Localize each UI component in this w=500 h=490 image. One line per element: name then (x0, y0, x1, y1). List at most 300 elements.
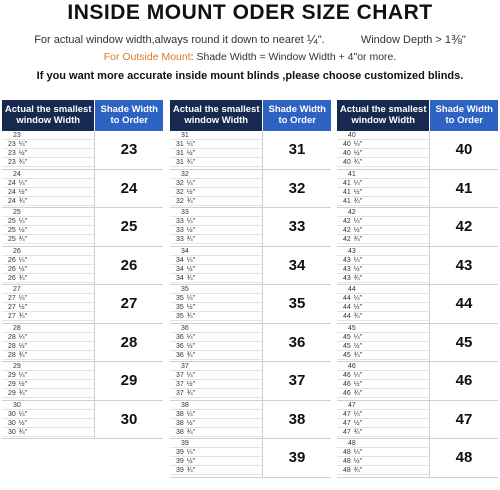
window-width-number: 34 (176, 256, 184, 264)
window-width-whole: 42 (337, 208, 429, 217)
window-width-number: 39 (176, 449, 184, 456)
shade-width-value: 26 (120, 256, 138, 274)
window-width-fraction (337, 140, 429, 149)
fraction-value: ½" (18, 342, 28, 350)
window-width-number: 41 (343, 197, 351, 205)
window-width-whole: 31 (170, 131, 262, 140)
window-width-number: 42 (343, 218, 351, 225)
fraction-value: ½" (186, 188, 196, 196)
window-width-number: 28 (8, 342, 16, 350)
window-width-number: 40 (343, 150, 351, 157)
window-width-range (337, 285, 430, 323)
shade-width-value: 32 (288, 179, 306, 197)
size-row (170, 285, 331, 324)
window-width-range (337, 401, 430, 439)
window-width-whole: 27 (2, 285, 94, 294)
window-width-number: 31 (176, 150, 184, 157)
fraction-value: ½" (186, 419, 196, 427)
fraction-value: ¾" (18, 274, 28, 282)
window-width-fraction (170, 217, 262, 226)
fraction-value: ½" (353, 227, 363, 234)
window-width-range (170, 208, 263, 246)
window-width-fraction (170, 158, 262, 167)
window-width-fraction (170, 380, 262, 389)
fraction-value: ½" (18, 419, 28, 427)
fraction-value: ½" (186, 458, 196, 465)
window-width-number: 32 (176, 197, 184, 205)
header-shade-width: Shade Width to Order (95, 100, 163, 131)
fraction-value: ¾" (353, 467, 363, 474)
window-width-fraction (337, 448, 429, 457)
fraction-value: ½" (18, 381, 28, 388)
window-width-number: 33 (176, 227, 184, 234)
size-row (170, 324, 331, 363)
window-width-number: 48 (343, 458, 351, 465)
fraction-value: ¼" (353, 179, 363, 187)
window-width-fraction (2, 226, 94, 235)
window-width-whole: 32 (170, 170, 262, 179)
window-width-fraction (2, 158, 94, 167)
window-width-number: 27 (8, 295, 16, 302)
window-width-range (337, 362, 430, 400)
window-width-fraction (337, 419, 429, 428)
depth-unit: " (461, 34, 466, 46)
window-width-number: 47 (343, 428, 351, 436)
window-width-fraction (2, 410, 94, 419)
window-width-fraction (337, 371, 429, 380)
window-width-fraction (2, 149, 94, 158)
window-width-number: 31 (176, 159, 184, 166)
window-width-range (337, 208, 430, 246)
shade-width-value: 36 (288, 333, 306, 351)
fraction-value: ¼" (186, 179, 196, 187)
window-width-number: 48 (343, 467, 351, 474)
fraction-value: ¼" (18, 333, 28, 341)
fraction-value: ¾" (18, 428, 28, 436)
fraction-value: ½" (186, 304, 196, 311)
window-width-whole: 46 (337, 362, 429, 371)
fraction-value: ½" (353, 150, 363, 157)
window-width-number: 35 (176, 304, 184, 311)
window-width-number: 37 (176, 390, 184, 397)
window-width-range (337, 170, 430, 208)
window-width-whole: 41 (337, 170, 429, 179)
size-row (2, 401, 163, 440)
window-width-number: 37 (176, 381, 184, 388)
window-width-number: 26 (8, 265, 16, 273)
window-width-number: 37 (176, 372, 184, 379)
shade-width-value: 43 (455, 256, 473, 274)
window-width-number: 42 (343, 236, 351, 243)
window-width-number: 46 (343, 390, 351, 397)
fraction-value: ½" (186, 227, 196, 234)
fraction-value: ¾" (353, 390, 363, 397)
shade-width-value: 34 (288, 256, 306, 274)
window-width-whole: 47 (337, 401, 429, 410)
window-width-number: 24 (8, 188, 16, 196)
fraction-value: ¾" (186, 159, 196, 166)
window-width-number: 24 (8, 179, 16, 187)
window-width-number: 23 (8, 159, 16, 166)
window-width-number: 47 (343, 419, 351, 427)
window-width-whole: 24 (2, 170, 94, 179)
window-width-fraction (337, 226, 429, 235)
window-width-number: 29 (8, 372, 16, 379)
window-width-fraction (2, 274, 94, 283)
window-width-number: 32 (176, 179, 184, 187)
window-width-range (2, 285, 95, 323)
shade-width-value: 44 (455, 295, 473, 313)
outside-mount-note (0, 50, 500, 64)
rounding-unit: ". (317, 34, 325, 46)
shade-width-value: 24 (120, 179, 138, 197)
window-width-fraction (170, 294, 262, 303)
window-width-number: 25 (8, 236, 16, 243)
window-width-number: 44 (343, 313, 351, 320)
window-width-number: 44 (343, 295, 351, 302)
size-row (337, 401, 498, 440)
window-width-number: 26 (8, 274, 16, 282)
size-row (2, 170, 163, 209)
custom-note: If you want more accurate inside mount blinds ,please choose customized blinds. (36, 70, 464, 82)
fraction-value: ¾" (18, 197, 28, 205)
window-width-number: 35 (176, 295, 184, 302)
shade-width-value: 45 (455, 333, 473, 351)
fraction-value: ¼" (353, 410, 363, 418)
fraction-value: ½" (18, 150, 28, 157)
shade-width-value: 31 (288, 141, 306, 159)
fraction-value: ¾" (353, 236, 363, 243)
fraction-value: ¾" (18, 313, 28, 320)
size-row (170, 401, 331, 440)
window-width-number: 29 (8, 390, 16, 397)
window-width-number: 39 (176, 458, 184, 465)
window-width-fraction (337, 256, 429, 265)
size-row (2, 285, 163, 324)
outside-mount-label: For Outside Mount (103, 51, 191, 63)
shade-width-value: 37 (288, 372, 306, 390)
rounding-text: For actual window width,always round it down to nearet (34, 34, 304, 46)
fraction-value: ½" (353, 419, 363, 427)
size-row (337, 247, 498, 286)
window-width-number: 43 (343, 256, 351, 264)
window-width-number: 38 (176, 410, 184, 418)
shade-width-value: 39 (288, 449, 306, 467)
fraction-value: ¼" (186, 218, 196, 225)
window-width-fraction (170, 448, 262, 457)
fraction-value: ½" (18, 188, 28, 196)
window-width-number: 45 (343, 342, 351, 350)
window-width-fraction (2, 351, 94, 360)
window-width-number: 27 (8, 304, 16, 311)
window-width-number: 30 (8, 419, 16, 427)
size-row (2, 247, 163, 286)
window-width-fraction (337, 188, 429, 197)
shade-width-value: 23 (120, 141, 138, 159)
size-row (337, 285, 498, 324)
size-row (2, 362, 163, 401)
fraction-value: ½" (18, 265, 28, 273)
window-width-range (170, 247, 263, 285)
window-width-fraction (337, 294, 429, 303)
fraction-value: ¾" (18, 236, 28, 243)
size-row (2, 324, 163, 363)
size-row (337, 362, 498, 401)
fraction-value: ¾" (186, 467, 196, 474)
window-width-whole: 33 (170, 208, 262, 217)
size-table-2 (170, 100, 331, 478)
fraction-value: ¼" (353, 295, 363, 302)
window-width-number: 30 (8, 428, 16, 436)
shade-width-value: 28 (120, 333, 138, 351)
window-width-fraction (2, 235, 94, 244)
window-width-number: 46 (343, 381, 351, 388)
window-width-whole: 39 (170, 439, 262, 448)
window-width-fraction (2, 333, 94, 342)
window-width-fraction (2, 389, 94, 398)
window-width-number: 41 (343, 179, 351, 187)
window-width-fraction (337, 380, 429, 389)
window-width-number: 44 (343, 304, 351, 311)
window-width-fraction (170, 342, 262, 351)
shade-width-value: 41 (455, 179, 473, 197)
fraction-value: ¾" (353, 351, 363, 359)
window-width-number: 33 (176, 218, 184, 225)
window-width-range (2, 170, 95, 208)
quarter-fraction: ¼ (306, 32, 318, 47)
window-width-number: 29 (8, 381, 16, 388)
window-width-range (2, 362, 95, 400)
fraction-value: ¾" (18, 159, 28, 166)
fraction-value: ¼" (186, 333, 196, 341)
window-width-fraction (337, 179, 429, 188)
window-width-fraction (170, 265, 262, 274)
window-width-fraction (170, 256, 262, 265)
window-width-fraction (2, 197, 94, 206)
window-width-range (337, 131, 430, 169)
fraction-value: ½" (353, 458, 363, 465)
fraction-value: ½" (353, 265, 363, 273)
fraction-value: ¼" (353, 449, 363, 456)
window-width-range (170, 401, 263, 439)
fraction-value: ½" (18, 227, 28, 234)
window-width-fraction (337, 197, 429, 206)
window-width-fraction (337, 410, 429, 419)
fraction-value: ¼" (353, 333, 363, 341)
window-width-fraction (2, 419, 94, 428)
shade-width-value: 38 (288, 410, 306, 428)
shade-width-value: 40 (455, 141, 473, 159)
depth-text: Window Depth > 1 (360, 34, 452, 46)
table-header (2, 100, 163, 131)
fraction-value: ½" (353, 188, 363, 196)
window-width-fraction (337, 265, 429, 274)
window-width-number: 41 (343, 188, 351, 196)
size-row (170, 362, 331, 401)
window-width-fraction (170, 235, 262, 244)
fraction-value: ¾" (18, 351, 28, 359)
window-width-fraction (170, 312, 262, 321)
window-width-number: 23 (8, 150, 16, 157)
window-width-fraction (2, 312, 94, 321)
window-width-whole: 43 (337, 247, 429, 256)
window-width-number: 40 (343, 159, 351, 166)
window-width-number: 25 (8, 227, 16, 234)
fraction-value: ¾" (186, 274, 196, 282)
window-width-fraction (337, 342, 429, 351)
window-width-fraction (337, 351, 429, 360)
window-width-range (170, 285, 263, 323)
window-width-number: 31 (176, 141, 184, 148)
fraction-value: ¼" (18, 256, 28, 264)
window-width-whole: 37 (170, 362, 262, 371)
header-actual-width: Actual the smallest window Width (2, 100, 94, 131)
window-width-fraction (2, 380, 94, 389)
window-width-fraction (337, 149, 429, 158)
size-row (170, 208, 331, 247)
fraction-value: ¾" (353, 313, 363, 320)
size-row (337, 324, 498, 363)
window-width-fraction (2, 371, 94, 380)
size-row (337, 439, 498, 478)
table-header (337, 100, 498, 131)
fraction-value: ½" (186, 381, 196, 388)
window-width-range (170, 170, 263, 208)
window-width-number: 28 (8, 351, 16, 359)
fraction-value: ¾" (186, 236, 196, 243)
fraction-value: ¼" (18, 372, 28, 379)
window-width-number: 47 (343, 410, 351, 418)
window-width-fraction (337, 389, 429, 398)
header-shade-width: Shade Width to Order (263, 100, 331, 131)
window-width-number: 27 (8, 313, 16, 320)
window-width-fraction (337, 274, 429, 283)
fraction-value: ¼" (186, 141, 196, 148)
fraction-value: ¾" (353, 197, 363, 205)
window-width-fraction (170, 274, 262, 283)
shade-width-value: 27 (120, 295, 138, 313)
window-width-fraction (2, 342, 94, 351)
window-width-fraction (170, 140, 262, 149)
shade-width-value: 29 (120, 372, 138, 390)
fraction-value: ¾" (186, 197, 196, 205)
window-width-number: 48 (343, 449, 351, 456)
window-width-number: 46 (343, 372, 351, 379)
window-width-fraction (170, 457, 262, 466)
fraction-value: ¾" (186, 351, 196, 359)
table-header (170, 100, 331, 131)
shade-width-value: 46 (455, 372, 473, 390)
window-width-whole: 45 (337, 324, 429, 333)
fraction-value: ¼" (18, 410, 28, 418)
window-width-fraction (170, 333, 262, 342)
size-row (170, 247, 331, 286)
window-width-range (170, 131, 263, 169)
fraction-value: ½" (353, 304, 363, 311)
window-width-whole: 29 (2, 362, 94, 371)
window-width-whole: 35 (170, 285, 262, 294)
window-width-number: 24 (8, 197, 16, 205)
window-width-fraction (337, 312, 429, 321)
window-width-fraction (2, 294, 94, 303)
window-width-fraction (170, 466, 262, 475)
window-width-number: 43 (343, 265, 351, 273)
size-row (337, 170, 498, 209)
window-width-fraction (170, 351, 262, 360)
window-width-fraction (337, 217, 429, 226)
window-width-whole: 40 (337, 131, 429, 140)
window-width-fraction (2, 265, 94, 274)
shade-width-value: 25 (120, 218, 138, 236)
window-width-fraction (170, 428, 262, 437)
window-width-range (337, 324, 430, 362)
window-width-fraction (170, 389, 262, 398)
window-width-fraction (2, 303, 94, 312)
fraction-value: ¼" (186, 449, 196, 456)
window-width-fraction (2, 256, 94, 265)
window-width-range (170, 324, 263, 362)
fraction-value: ¼" (18, 141, 28, 148)
fraction-value: ¼" (353, 218, 363, 225)
window-width-fraction (2, 217, 94, 226)
size-row (2, 131, 163, 170)
fraction-value: ¾" (186, 390, 196, 397)
window-width-fraction (2, 428, 94, 437)
window-width-fraction (2, 188, 94, 197)
window-width-whole: 38 (170, 401, 262, 410)
window-width-number: 42 (343, 227, 351, 234)
eighth-fraction: ⅜ (451, 32, 462, 47)
rounding-note (0, 31, 500, 49)
window-width-fraction (337, 303, 429, 312)
size-row (170, 439, 331, 478)
fraction-value: ¼" (18, 179, 28, 187)
window-width-number: 23 (8, 141, 16, 148)
fraction-value: ½" (186, 150, 196, 157)
window-width-fraction (170, 149, 262, 158)
fraction-value: ¼" (353, 141, 363, 148)
window-width-whole: 28 (2, 324, 94, 333)
window-width-fraction (170, 419, 262, 428)
window-width-number: 34 (176, 265, 184, 273)
window-width-number: 38 (176, 419, 184, 427)
window-width-fraction (170, 226, 262, 235)
window-width-number: 36 (176, 342, 184, 350)
window-width-range (337, 247, 430, 285)
window-width-number: 36 (176, 351, 184, 359)
fraction-value: ¼" (186, 410, 196, 418)
fraction-value: ½" (353, 381, 363, 388)
page-title: INSIDE MOUNT ODER SIZE CHART (67, 1, 433, 24)
window-width-range (2, 401, 95, 439)
window-width-number: 35 (176, 313, 184, 320)
header-actual-width: Actual the smallest window Width (337, 100, 429, 131)
window-width-fraction (2, 179, 94, 188)
size-row (2, 208, 163, 247)
window-width-fraction (170, 371, 262, 380)
fraction-value: ¾" (186, 428, 196, 436)
window-width-number: 33 (176, 236, 184, 243)
shade-width-value: 35 (288, 295, 306, 313)
window-width-range (2, 208, 95, 246)
fraction-value: ¼" (18, 295, 28, 302)
window-width-range (2, 247, 95, 285)
window-width-range (2, 324, 95, 362)
fraction-value: ½" (186, 265, 196, 273)
window-width-fraction (170, 410, 262, 419)
fraction-value: ¾" (353, 274, 363, 282)
size-table-3 (337, 100, 498, 478)
